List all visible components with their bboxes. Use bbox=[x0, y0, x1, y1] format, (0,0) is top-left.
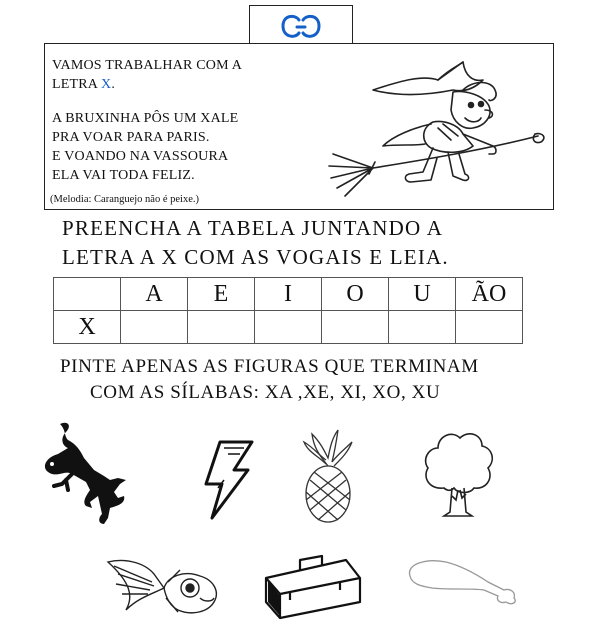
vowel-cell: E bbox=[188, 278, 255, 311]
witch-on-broom-icon bbox=[313, 50, 553, 200]
table-instruction-line-1: PREENCHA A TABELA JUNTANDO A bbox=[62, 216, 444, 240]
vowel-cell: A bbox=[121, 278, 188, 311]
song-line-2-period: . bbox=[111, 77, 116, 92]
song-line-5: E VOANDO NA VASSOURA bbox=[52, 149, 229, 164]
table-corner-cell bbox=[54, 278, 121, 311]
pineapple-icon[interactable] bbox=[298, 428, 358, 524]
fish-icon[interactable] bbox=[104, 552, 224, 622]
song-box bbox=[44, 43, 554, 210]
song-line-6: ELA VAI TODA FELIZ. bbox=[52, 168, 195, 183]
song-line-4: PRA VOAR PARA PARIS. bbox=[52, 130, 210, 145]
answer-cell[interactable] bbox=[322, 311, 389, 344]
vowel-cell: ÃO bbox=[456, 278, 523, 311]
melody-note: (Melodia: Caranguejo não é peixe.) bbox=[50, 194, 199, 205]
table-header-row bbox=[54, 278, 523, 311]
song-line-2-text: LETRA bbox=[52, 77, 102, 92]
song-line-3: A BRUXINHA PÔS UM XALE bbox=[52, 111, 239, 126]
song-line-2 bbox=[52, 77, 115, 93]
syllable-table bbox=[53, 277, 523, 344]
answer-cell[interactable] bbox=[255, 311, 322, 344]
answer-cell[interactable] bbox=[121, 311, 188, 344]
row-label-cell: X bbox=[54, 311, 121, 344]
answer-cell[interactable] bbox=[456, 311, 523, 344]
drumstick-icon[interactable] bbox=[402, 556, 522, 608]
table-answer-row bbox=[54, 311, 523, 344]
answer-cell[interactable] bbox=[389, 311, 456, 344]
paint-instruction-line-2: COM AS SÍLABAS: XA ,XE, XI, XO, XU bbox=[90, 382, 441, 403]
table-instruction-line-2: LETRA A X COM AS VOGAIS E LEIA. bbox=[62, 245, 449, 269]
highlighted-letter: X bbox=[101, 77, 112, 92]
vowel-cell: I bbox=[255, 278, 322, 311]
answer-cell[interactable] bbox=[188, 311, 255, 344]
lizard-icon[interactable] bbox=[38, 418, 134, 530]
tree-icon[interactable] bbox=[420, 428, 496, 520]
song-line-1: VAMOS TRABALHAR COM A bbox=[52, 58, 243, 73]
suitcase-icon[interactable] bbox=[260, 548, 366, 622]
vowel-cell: O bbox=[322, 278, 389, 311]
lightning-bolt-icon[interactable] bbox=[198, 440, 256, 520]
x-cursive-icon bbox=[279, 12, 323, 42]
vowel-cell: U bbox=[389, 278, 456, 311]
paint-instruction-line-1: PINTE APENAS AS FIGURAS QUE TERMINAM bbox=[60, 356, 479, 377]
